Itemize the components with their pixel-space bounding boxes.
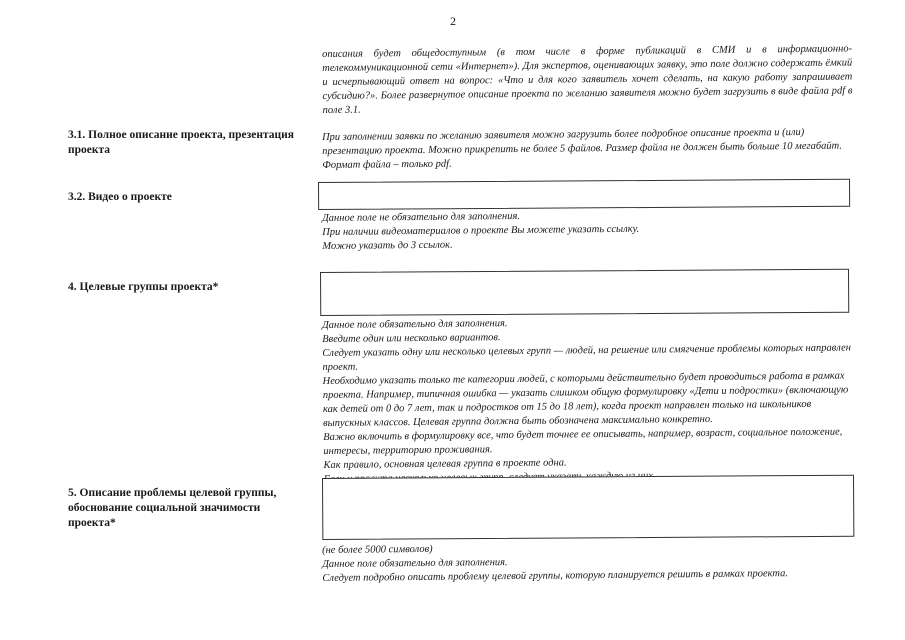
hint-line: Данное поле не обязательно для заполнения. xyxy=(322,210,521,224)
page-number: 2 xyxy=(450,14,456,28)
hint-line: Следует указать одну или несколько целевых групп — людей, на решение или смягчение проблемы которых направлен проект. xyxy=(322,342,852,373)
hint-line: При наличии видеоматериалов о проекте Вы можете указать ссылку. xyxy=(322,223,640,238)
hint-line: Необходимо указать только те категории людей, с которыми действительно будет проводиться работа в рамках проекта. Например, типичная ошибка — указать слишком общую формулировку «Дети и подростки» (включающую как детей от 0 до 7 лет, так и подростков от 15 до 18 лет), когда проект направлен только на школьников выпускных классов. Целевая группа должна быть обозначена максимально конкретно. xyxy=(322,370,849,429)
intro-text xyxy=(322,42,853,118)
hint-line: Данное поле обязательно для заполнения. xyxy=(322,318,508,331)
hint-line: Можно указать до 3 ссылок. xyxy=(322,239,453,252)
section-4-hint xyxy=(322,313,854,487)
hint-line: (не более 5000 символов) xyxy=(322,543,433,556)
hint-line: Данное поле обязательно для заполнения. xyxy=(322,557,508,570)
hint-line: Как правило, основная целевая группа в проекте одна. xyxy=(323,457,567,471)
hint-line: Введите один или несколько вариантов. xyxy=(322,332,501,345)
section-3-1-hint xyxy=(322,125,852,173)
hint-line: Важно включить в формулировку все, что будет точнее ее описывать, например, возраст, социальное положение, интересы, территорию проживания. xyxy=(323,426,843,457)
hint-line: Следует подробно описать проблему целевой группы, которую планируется решить в рамках проекта. xyxy=(322,568,789,584)
hint-line: При заполнении заявки по желанию заявителя можно загрузить более подробное описание проекта и (или) презентацию проекта. Можно прикрепить не более 5 файлов. Размер файла не должен быть больше 10 мегабайт. Формат файла – только pdf. xyxy=(322,126,843,171)
section-4-title: 4. Целевые группы проекта* xyxy=(68,281,219,293)
target-groups-input[interactable] xyxy=(320,269,849,316)
section-5-title: 5. Описание проблемы целевой группы, обоснование социальной значимости проекта* xyxy=(68,487,277,529)
intro-paragraph: описания будет общедоступным (в том числе в форме публикаций в СМИ и в информационно-телекоммуникационной сети «Интернет»). Для экспертов, оценивающих заявку, это поле должно содержать ёмкий и исчерпывающий ответ на вопрос: «Что и для кого заявитель хочет сделать, на какую работу запрашивает субсидию?». Более развернутое описание проекта по желанию заявителя можно будет загрузить в виде файла pdf в поле 3.1. xyxy=(322,43,853,116)
video-link-input[interactable] xyxy=(318,179,850,210)
section-3-2-title: 3.2. Видео о проекте xyxy=(68,191,172,203)
section-3-2-hint xyxy=(322,206,852,254)
problem-description-input[interactable] xyxy=(322,475,854,540)
section-5-hint xyxy=(322,538,852,586)
section-3-1-title: 3.1. Полное описание проекта, презентация проекта xyxy=(68,129,294,156)
